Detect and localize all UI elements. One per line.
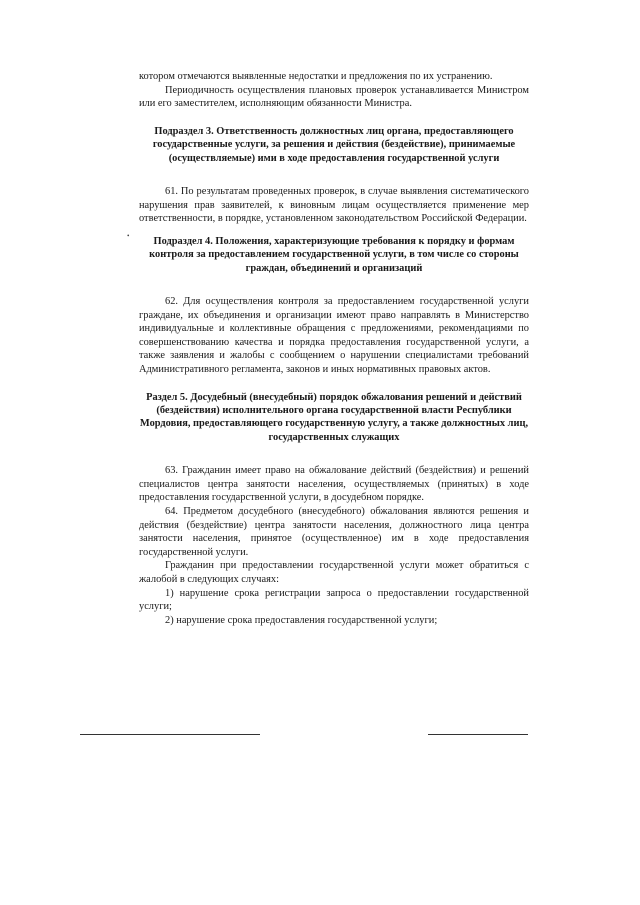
paragraph-63: 63. Гражданин имеет право на обжалование действий (бездействия) и решений специалистов центра занятости населения, осуществляемых (принятых) в ходе предоставления государственной услуги, в досудебном порядке. [139, 465, 529, 504]
paragraph-inspection-frequency: Периодичность осуществления плановых проверок устанавливается Министром или его заместителем, исполняющим обязанности Министра. [139, 84, 529, 110]
footer-rule-right [428, 734, 528, 735]
list-item-2: 2) нарушение срока предоставления государственной услуги; [165, 614, 438, 626]
paragraph-62: 62. Для осуществления контроля за предоставлением государственной услуги граждане, их объединения и организации имеют право направлять в Министерство индивидуальные и коллективные обращения с предложениями, рекомендациями по совершенствованию качества и порядка предоставления государственной услуги, а также заявления и жалобы с сообщением о нарушении специалистами требований Административного регламента, законов и иных нормативных правовых актов. [139, 296, 529, 375]
footer-rule-left [80, 734, 260, 735]
paragraph-64: 64. Предметом досудебного (внесудебного) обжалования являются решения и действия (бездействие) центра занятости населения, должностного лица центра занятости населения, принятое (осуществленное) им в ходе предоставления государственной услуги. [139, 505, 529, 558]
section-5-heading: Раздел 5. Досудебный (внесудебный) порядок обжалования решений и действий (бездействия) исполнительного органа государственной власти Республики Мордовия, предоставляющего государственную услугу, а также должностных лиц, государственных служащих [139, 391, 529, 443]
paragraph-complaint-cases: Гражданин при предоставлении государственной услуги может обратиться с жалобой в следующих случаях: [139, 560, 529, 585]
list-item-1: 1) нарушение срока регистрации запроса о предоставлении государственной услуги; [139, 587, 529, 613]
subsection-4-heading: Подраздел 4. Положения, характеризующие требования к порядку и формам контроля за предоставлением государственной услуги, в том числе со стороны граждан, объединений и организаций [149, 235, 519, 274]
paragraph-continuation: котором отмечаются выявленные недостатки и предложения по их устранению. [139, 71, 493, 82]
margin-mark: • [127, 232, 130, 240]
paragraph-61: 61. По результатам проведенных проверок, в случае выявления систематического нарушения прав заявителей, к виновным лицам осуществляется применение мер ответственности, в порядке, установленном законодательством Российской Федерации. [139, 186, 529, 225]
document-body [139, 70, 529, 627]
subsection-3-heading: Подраздел 3. Ответственность должностных лиц органа, предоставляющего государственные услуги, за решения и действия (бездействие), принимаемые (осуществляемые) ими в ходе предоставления государственной услуги [152, 125, 516, 164]
